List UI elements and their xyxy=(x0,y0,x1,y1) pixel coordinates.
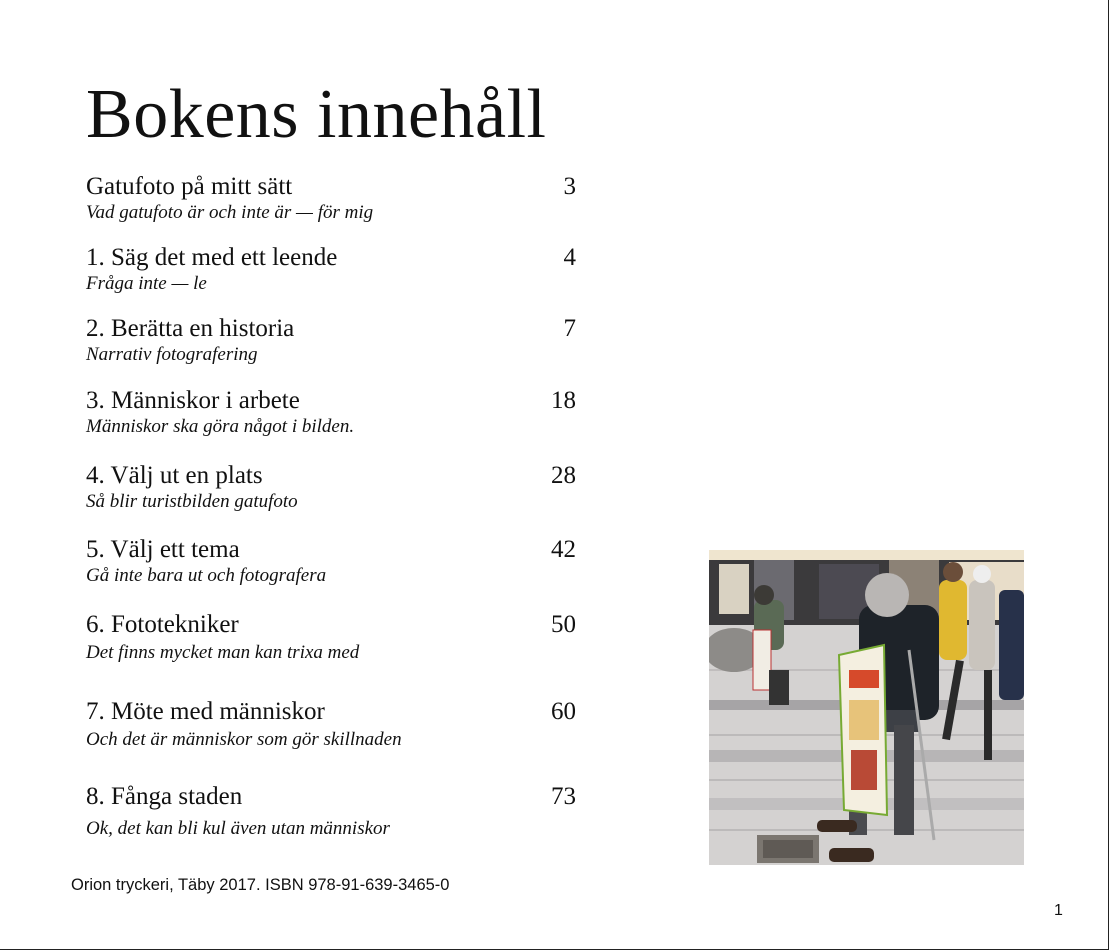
toc-entry-subtitle: Så blir turistbilden gatufoto xyxy=(86,491,298,512)
toc-entry-page: 28 xyxy=(551,462,576,489)
toc-entry-subtitle: Det finns mycket man kan trixa med xyxy=(86,642,360,663)
toc-entry-subtitle: Och det är människor som gör skillnaden xyxy=(86,729,402,750)
toc-entry xyxy=(86,535,576,587)
toc-entry-title: 5. Välj ett tema xyxy=(86,536,240,563)
toc-entry xyxy=(86,610,576,664)
toc-entry-title: 2. Berätta en historia xyxy=(86,315,295,342)
toc-entry-subtitle: Narrativ fotografering xyxy=(86,344,258,365)
toc-entry-title: 6. Fototekniker xyxy=(86,611,239,638)
toc-entry-page: 18 xyxy=(551,387,576,414)
toc-entry-page: 3 xyxy=(563,173,576,200)
toc-entry-title: 1. Säg det med ett leende xyxy=(86,244,338,271)
toc-entry xyxy=(86,172,576,224)
toc-entry-page: 73 xyxy=(551,783,576,810)
toc-entry xyxy=(86,697,576,751)
toc-entry xyxy=(86,461,576,513)
toc-entry-subtitle: Människor ska göra något i bilden. xyxy=(86,416,355,437)
toc-entry-title: 3. Människor i arbete xyxy=(86,387,300,414)
page-title: Bokens innehåll xyxy=(86,76,547,153)
toc-entry-subtitle: Ok, det kan bli kul även utan människor xyxy=(86,818,390,839)
toc-entry-title: 4. Välj ut en plats xyxy=(86,462,263,489)
toc-entry-page: 60 xyxy=(551,698,576,725)
toc-entry-title: 8. Fånga staden xyxy=(86,783,243,810)
colophon: Orion tryckeri, Täby 2017. ISBN 978-91-639-3465-0 xyxy=(71,876,450,894)
toc-entry-page: 42 xyxy=(551,536,576,563)
toc-entry xyxy=(86,386,576,438)
toc-entry-title: 7. Möte med människor xyxy=(86,698,325,725)
toc-entry-page: 50 xyxy=(551,611,576,638)
toc-entry xyxy=(86,314,576,366)
toc-entry-subtitle: Fråga inte — le xyxy=(86,273,207,294)
toc-entry xyxy=(86,243,576,295)
toc-entry-page: 7 xyxy=(563,315,576,342)
toc-entry xyxy=(86,782,576,840)
page-number: 1 xyxy=(1054,902,1063,919)
toc-entry-subtitle: Vad gatufoto är och inte är — för mig xyxy=(86,202,374,223)
street-photo xyxy=(709,550,1024,865)
toc-entry-subtitle: Gå inte bara ut och fotografera xyxy=(86,565,327,586)
toc-entry-title: Gatufoto på mitt sätt xyxy=(86,173,293,200)
toc-entry-page: 4 xyxy=(563,244,576,271)
